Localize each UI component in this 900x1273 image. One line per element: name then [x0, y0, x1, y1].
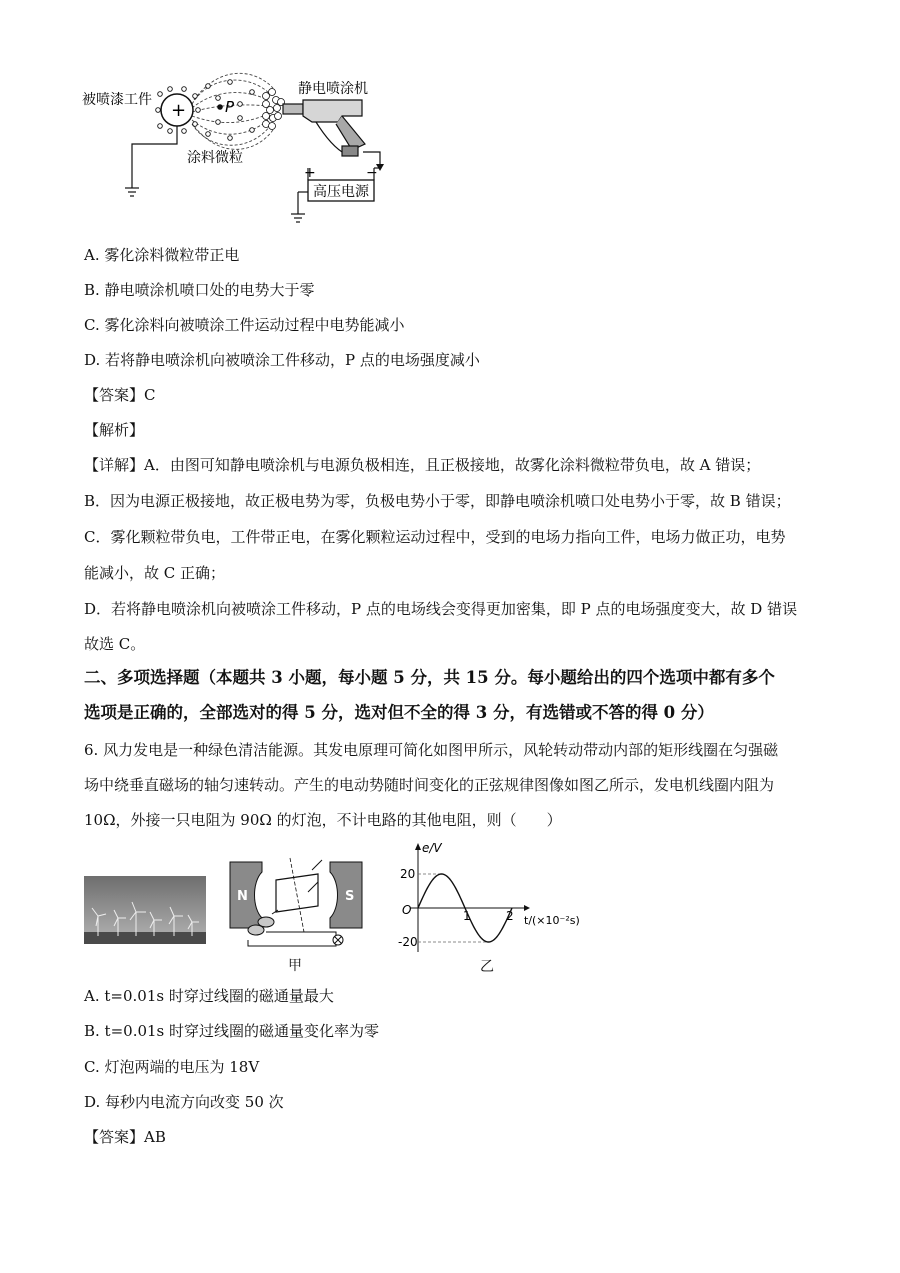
q6-answer: 【答案】AB [84, 1128, 166, 1146]
spray-gun [283, 100, 365, 156]
svg-text:N: N [237, 889, 248, 904]
q5-detail-c: C．雾化颗粒带负电，工件带正电，在雾化颗粒运动过程中，受到的电场力指向工件，电场力做正功，电势 [84, 528, 786, 546]
emf-chart [398, 842, 628, 954]
q5-option-a: A. 雾化涂料微粒带正电 [84, 246, 240, 264]
wind-farm-photo [84, 876, 206, 944]
ground-power [291, 214, 305, 222]
q5-option-d: D. 若将静电喷涂机向被喷涂工件移动，P 点的电场强度减小 [84, 351, 480, 369]
svg-text:静电喷涂机: 静电喷涂机 [298, 81, 368, 97]
q5-conclusion: 故选 C。 [84, 635, 146, 653]
svg-text:+: + [304, 165, 316, 181]
y-axis-label: e/V [422, 842, 442, 855]
svg-text:高压电源: 高压电源 [313, 184, 369, 200]
q5-option-c: C. 雾化涂料向被喷涂工件运动过程中电势能减小 [84, 316, 405, 334]
x-axis-label: t/(×10⁻²s) [524, 914, 580, 927]
q6-option-c: C. 灯泡两端的电压为 18V [84, 1058, 260, 1076]
q5-analysis-label: 【解析】 [84, 421, 145, 439]
svg-text:+: + [171, 100, 187, 121]
fig-yi-label: 乙 [480, 959, 494, 975]
svg-text:被喷漆工件: 被喷漆工件 [82, 92, 152, 108]
origin-label: O [402, 903, 412, 917]
svg-text:涂料微粒: 涂料微粒 [187, 150, 243, 166]
svg-text:P: P [225, 98, 235, 116]
section-heading-line2: 选项是正确的，全部选对的得 5 分，选对但不全的得 3 分，有选错或不答的得 0 分） [84, 703, 714, 722]
q5-option-b: B. 静电喷涂机喷口处的电势大于零 [84, 281, 315, 299]
tick-label-bottom: -20 [398, 935, 418, 949]
section-heading-line1: 二、多项选择题（本题共 3 小题，每小题 5 分，共 15 分。每小题给出的四个选项中都有多个 [84, 668, 775, 687]
q6-option-b: B. t=0.01s 时穿过线圈的磁通量变化率为零 [84, 1022, 380, 1040]
nozzle-cluster [263, 89, 285, 130]
q5-detail-c-cont: 能减小，故 C 正确； [84, 564, 226, 582]
emf-graph [398, 842, 628, 975]
q6-stem-line1: 6. 风力发电是一种绿色清洁能源。其发电原理可简化如图甲所示，风轮转动带动内部的矩形线圈在匀强磁 [84, 741, 779, 759]
svg-text:−: − [366, 165, 378, 181]
q6-stem-line2: 场中绕垂直磁场的轴匀速转动。产生的电动势随时间变化的正弦规律图像如图乙所示，发电机线圈内阻为 [84, 776, 775, 794]
q5-answer: 【答案】C [84, 386, 156, 404]
spray-figure [80, 64, 410, 234]
svg-text:S: S [345, 889, 355, 904]
fig-jia-label: 甲 [288, 958, 302, 974]
generator-figure [226, 852, 366, 972]
q5-detail-a: 【详解】A．由图可知静电喷涂机与电源负极相连，且正极接地，故雾化涂料微粒带负电，故 A 错误； [84, 456, 761, 474]
q5-detail-d: D．若将静电喷涂机向被喷涂工件移动，P 点的电场线会变得更加密集，即 P 点的电场强度变大，故 D 错误 [84, 600, 798, 618]
q6-stem-line3: 10Ω，外接一只电阻为 90Ω 的灯泡，不计电路的其他电阻，则（ ） [84, 811, 562, 829]
ground-workpiece [125, 188, 139, 196]
point-p [217, 104, 223, 110]
spray-diagram [80, 64, 410, 234]
q6-option-a: A. t=0.01s 时穿过线圈的磁通量最大 [84, 987, 334, 1005]
tick-label-x2: 2 [506, 909, 514, 923]
q5-detail-b: B．因为电源正极接地，故正极电势为零，负极电势小于零，即静电喷涂机喷口处电势小于零，故 B 错误； [84, 492, 791, 510]
tick-label-top: 20 [400, 867, 416, 881]
tick-label-x1: 1 [463, 909, 471, 923]
q6-option-d: D. 每秒内电流方向改变 50 次 [84, 1093, 284, 1111]
